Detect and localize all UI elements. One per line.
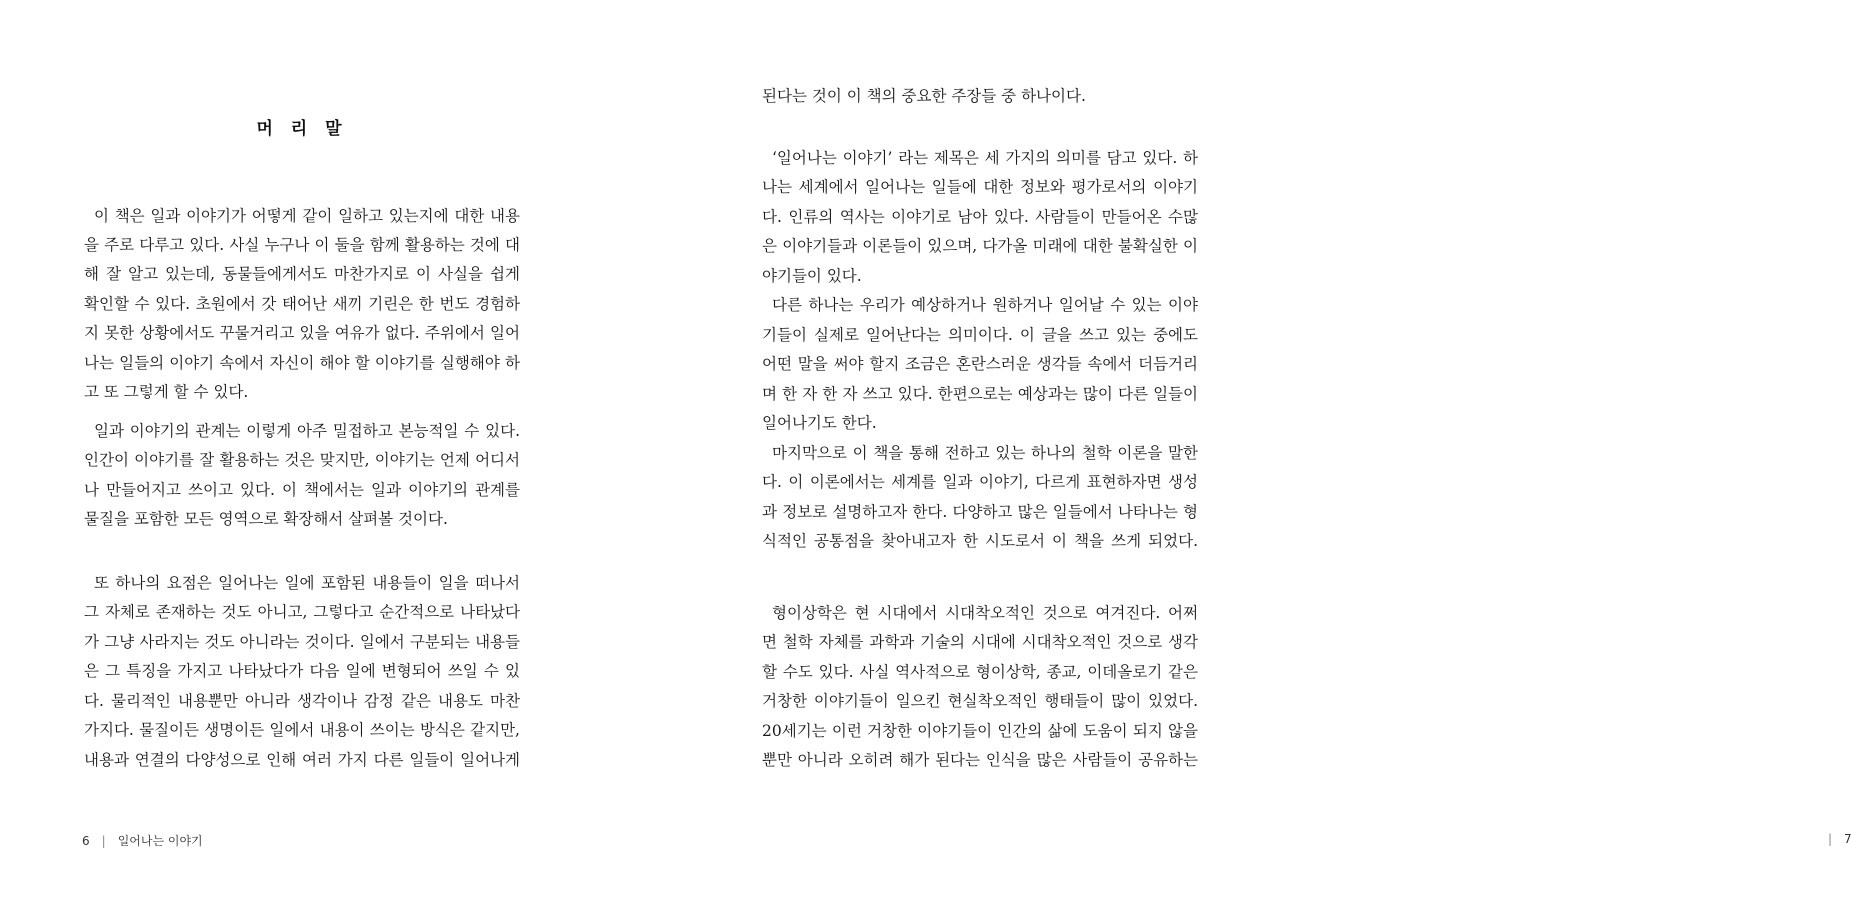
footer-separator: | [101, 834, 106, 848]
text-line: 일어나기도 한다. [762, 414, 877, 432]
text-line: 할 수도 있다. 사실 역사적으로 형이상학, 종교, 이데올로기 같은 [762, 663, 1198, 681]
text-line: 을 주로 다루고 있다. 사실 누구나 이 둘을 함께 활용하는 것에 대 [84, 236, 520, 254]
text-line: 나는 일들의 이야기 속에서 자신이 해야 할 이야기를 실행해야 하 [84, 354, 520, 372]
text-line: 뿐만 아니라 오히려 해가 된다는 인식을 많은 사람들이 공유하는 [762, 751, 1198, 769]
text-line: 이 책은 일과 이야기가 어떻게 같이 일하고 있는지에 대한 내용 [94, 207, 520, 225]
text-line: 확인할 수 있다. 초원에서 갓 태어난 새끼 기린은 한 번도 경험하 [84, 295, 520, 313]
text-line: 그 자체로 존재하는 것도 아니고, 그렇다고 순간적으로 나타났다 [84, 603, 520, 621]
text-line: 나 만들어지고 쓰이고 있다. 이 책에서는 일과 이야기의 관계를 [84, 481, 520, 499]
text-line: 다. 이 이론에서는 세계를 일과 이야기, 다르게 표현하자면 생성 [762, 473, 1198, 491]
text-line: 과 정보로 설명하고자 한다. 다양하고 많은 일들에서 나타나는 형 [762, 503, 1198, 521]
text-line: 어떤 말을 써야 할지 조금은 혼란스러운 생각들 속에서 더듬거리 [762, 355, 1198, 373]
left-page [0, 0, 640, 908]
text-line: 일과 이야기의 관계는 이렇게 아주 밀접하고 본능적일 수 있다. [94, 422, 520, 440]
text-line: 가지다. 물질이든 생명이든 일에서 내용이 쓰이는 방식은 같지만, [84, 721, 520, 739]
text-line: 다. 물리적인 내용뿐만 아니라 생각이나 감정 같은 내용도 마찬 [84, 692, 520, 710]
text-line: 은 그 특징을 가지고 나타났다가 다음 일에 변형되어 쓰일 수 있 [84, 662, 520, 680]
right-page [640, 0, 1852, 908]
text-line: 또 하나의 요점은 일어나는 일에 포함된 내용들이 일을 떠나서 [94, 574, 520, 592]
text-line: 거창한 이야기들이 일으킨 현실착오적인 행태들이 많이 있었다. [762, 692, 1198, 710]
text-line: 해 잘 알고 있는데, 동물들에게서도 마찬가지로 이 사실을 쉽게 [84, 265, 520, 283]
text-line: 다. 인류의 역사는 이야기로 남아 있다. 사람들이 만들어온 수많 [762, 208, 1198, 226]
right-page-footer [1816, 832, 1852, 846]
page-number: 7 [1844, 832, 1852, 846]
text-line: 내용과 연결의 다양성으로 인해 여러 가지 다른 일들이 일어나게 [84, 751, 520, 769]
text-line: 마지막으로 이 책을 통해 전하고 있는 하나의 철학 이론을 말한 [772, 444, 1198, 462]
chapter-title: 머 리 말 [256, 119, 348, 139]
text-line: 20세기는 이런 거창한 이야기들이 인간의 삶에 도움이 되지 않을 [762, 722, 1198, 740]
left-page-footer [82, 832, 203, 849]
text-line: 나는 세계에서 일어나는 일들에 대한 정보와 평가로서의 이야기 [762, 178, 1198, 196]
text-line: 은 이야기들과 이론들이 있으며, 다가올 미래에 대한 불확실한 이 [762, 237, 1198, 255]
text-line: 다른 하나는 우리가 예상하거나 원하거나 일어날 수 있는 이야 [772, 296, 1198, 314]
text-line: 된다는 것이 이 책의 중요한 주장들 중 하나이다. [762, 87, 1086, 105]
text-line: ‘일어나는 이야기’ 라는 제목은 세 가지의 의미를 담고 있다. 하 [772, 149, 1198, 167]
text-line: 기들이 실제로 일어난다는 의미이다. 이 글을 쓰고 있는 중에도 [762, 326, 1198, 344]
text-line: 식적인 공통점을 찾아내고자 한 시도로서 이 책을 쓰게 되었다. [762, 532, 1198, 550]
text-line: 가 그냥 사라지는 것도 아니라는 것이다. 일에서 구분되는 내용들 [84, 633, 520, 651]
text-line: 형이상학은 현 시대에서 시대착오적인 것으로 여겨진다. 어쩌 [772, 604, 1198, 622]
text-line: 야기들이 있다. [762, 267, 862, 285]
text-line: 지 못한 상황에서도 꾸물거리고 있을 여유가 없다. 주위에서 일어 [84, 324, 520, 342]
page-number: 6 [82, 834, 90, 848]
text-line: 면 철학 자체를 과학과 기술의 시대에 시대착오적인 것으로 생각 [762, 633, 1198, 651]
text-line: 물질을 포함한 모든 영역으로 확장해서 살펴볼 것이다. [84, 510, 448, 528]
text-line: 고 또 그렇게 할 수 있다. [84, 383, 249, 401]
text-line: 며 한 자 한 자 쓰고 있다. 한편으로는 예상과는 많이 다른 일들이 [762, 385, 1198, 403]
footer-separator: | [1828, 832, 1833, 846]
text-line: 인간이 이야기를 잘 활용하는 것은 맞지만, 이야기는 언제 어디서 [84, 451, 520, 469]
running-head: 일어나는 이야기 [117, 834, 203, 848]
